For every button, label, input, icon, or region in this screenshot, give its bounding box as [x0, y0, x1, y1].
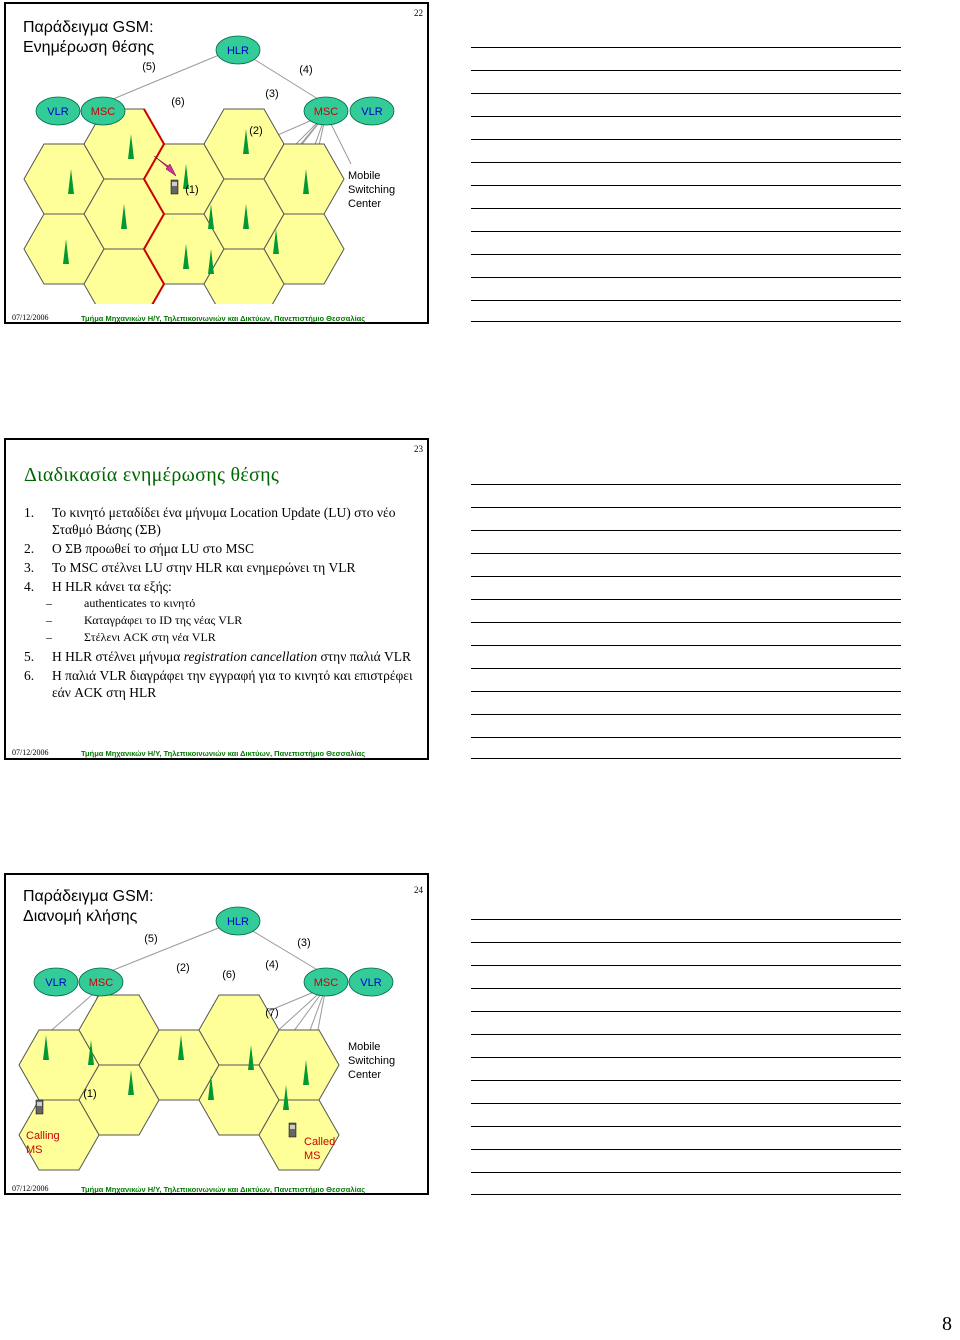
calling-ms-line-1: Calling [26, 1130, 60, 1142]
title-line-2: Ενημέρωση θέσης [23, 39, 155, 56]
note-line [471, 1172, 901, 1173]
note-line [471, 47, 901, 48]
step-7: (7) [265, 1007, 279, 1019]
list-item: 3. Το MSC στέλνει LU στην HLR και ενημερώνει τη VLR [24, 560, 356, 575]
note-line [471, 300, 901, 301]
sub-item: – authenticates το κινητό [46, 596, 196, 610]
note-line [471, 737, 901, 738]
page-number: 8 [942, 1313, 952, 1335]
mobile-phone-icon [171, 180, 178, 194]
slide-number: 22 [414, 8, 423, 18]
footer-department: Τμήμα Μηχανικών Η/Υ, Τηλεπικοινωνιών και Δικτύων, Πανεπιστήμιο Θεσσαλίας [81, 314, 366, 323]
sub-item: – Στέλενι ACK στη νέα VLR [46, 630, 216, 644]
footer-date: 07/12/2006 [12, 313, 49, 322]
msc-note-line-3: Center [348, 1069, 382, 1081]
note-line [471, 553, 901, 554]
called-ms-line-2: MS [304, 1150, 321, 1162]
node-vlr-left [36, 97, 80, 125]
footer-date: 07/12/2006 [12, 748, 49, 757]
note-line [471, 93, 901, 94]
list-item: 2. Ο ΣΒ προωθεί το σήμα LU στο MSC [24, 541, 254, 556]
footer-date: 07/12/2006 [12, 1184, 49, 1193]
note-line [471, 208, 901, 209]
step-5: (5) [144, 933, 158, 945]
location-update-diagram [6, 4, 429, 304]
step-4: (4) [299, 64, 313, 76]
note-line [471, 758, 901, 759]
note-line [471, 116, 901, 117]
step-6: (6) [222, 969, 236, 981]
vlr-left-label: VLR [45, 977, 67, 989]
msc-note-line-1: Mobile [348, 170, 381, 182]
note-line [471, 321, 901, 322]
list-item: 4. Η HLR κάνει τα εξής: [24, 579, 172, 594]
note-line [471, 576, 901, 577]
sub-item: – Καταγράφει το ID της νέας VLR [46, 613, 243, 627]
msc-right-label: MSC [313, 106, 339, 118]
procedure-list [24, 504, 419, 701]
slide-23 [4, 438, 429, 760]
called-ms-line-1: Called [304, 1136, 336, 1148]
note-line [471, 1034, 901, 1035]
vlr-right-label: VLR [361, 106, 383, 118]
footer-department: Τμήμα Μηχανικών Η/Υ, Τηλεπικοινωνιών και Δικτύων, Πανεπιστήμιο Θεσσαλίας [81, 1185, 366, 1194]
call-delivery-diagram [6, 875, 429, 1185]
note-line [471, 530, 901, 531]
calling-phone-icon [36, 1100, 43, 1114]
note-line [471, 185, 901, 186]
node-msc-left [79, 968, 123, 996]
node-vlr-right [349, 968, 393, 996]
node-msc-left [81, 97, 125, 125]
node-vlr-right [350, 97, 394, 125]
step-1: (1) [83, 1088, 97, 1100]
note-line [471, 231, 901, 232]
note-line [471, 70, 901, 71]
note-line [471, 277, 901, 278]
list-item: 6. Η παλιά VLR διαγράφει την εγγραφή για το κινητό και επιστρέφει εάν ACK στη HLR [24, 668, 413, 700]
title-line-2: Διανομή κλήσης [23, 908, 138, 925]
node-vlr-left [34, 968, 78, 996]
msc-left-label: MSC [88, 977, 114, 989]
node-hlr [216, 36, 260, 64]
msc-note-line-2: Switching [348, 1055, 396, 1067]
slide-24 [4, 873, 429, 1195]
list-item: 5. Η HLR στέλνει μήνυμα registration cancellation στην παλιά VLR [24, 649, 412, 664]
node-msc-right [304, 97, 348, 125]
note-line [471, 1194, 901, 1195]
step-3: (3) [265, 88, 279, 100]
list-item: 1. Το κινητό μεταδίδει ένα μήνυμα Location Update (LU) στο νέο Σταθμό Βάσης (ΣΒ) [24, 505, 396, 537]
step-2: (2) [176, 962, 190, 974]
footer-department: Τμήμα Μηχανικών Η/Υ, Τηλεπικοινωνιών και Δικτύων, Πανεπιστήμιο Θεσσαλίας [81, 749, 366, 758]
title-line-1: Παράδειγμα GSM: [23, 19, 154, 36]
note-line [471, 668, 901, 669]
note-line [471, 645, 901, 646]
cell-grid [24, 109, 344, 304]
slide-title: Διαδικασία ενημέρωσης θέσης [24, 464, 280, 486]
note-line [471, 507, 901, 508]
calling-ms-line-2: MS [26, 1144, 43, 1156]
note-line [471, 484, 901, 485]
note-line [471, 1149, 901, 1150]
msc-note-line-2: Switching [348, 184, 396, 196]
note-line [471, 942, 901, 943]
note-line [471, 919, 901, 920]
slide-number: 23 [414, 444, 423, 454]
note-line [471, 622, 901, 623]
title-line-1: Παράδειγμα GSM: [23, 888, 154, 905]
note-line [471, 965, 901, 966]
cell-grid [19, 995, 339, 1170]
note-line [471, 691, 901, 692]
note-line [471, 714, 901, 715]
called-phone-icon [289, 1123, 296, 1137]
step-3: (3) [297, 937, 311, 949]
hlr-label: HLR [226, 916, 250, 928]
note-line [471, 162, 901, 163]
note-line [471, 599, 901, 600]
note-line [471, 139, 901, 140]
step-6: (6) [171, 96, 185, 108]
note-line [471, 1080, 901, 1081]
note-line [471, 988, 901, 989]
msc-note-line-3: Center [348, 198, 382, 210]
note-line [471, 254, 901, 255]
note-line [471, 1103, 901, 1104]
step-1: (1) [185, 184, 199, 196]
step-4: (4) [265, 959, 279, 971]
hlr-label: HLR [226, 45, 250, 57]
msc-left-label: MSC [90, 106, 116, 118]
vlr-left-label: VLR [47, 106, 69, 118]
vlr-right-label: VLR [360, 977, 382, 989]
note-line [471, 1011, 901, 1012]
step-2: (2) [249, 125, 263, 137]
msc-note-line-1: Mobile [348, 1041, 381, 1053]
slide-number: 24 [414, 885, 423, 895]
msc-right-label: MSC [313, 977, 339, 989]
slide-22 [4, 2, 429, 324]
note-line [471, 1057, 901, 1058]
step-5: (5) [142, 61, 156, 73]
node-msc-right [304, 968, 348, 996]
node-hlr [216, 907, 260, 935]
note-line [471, 1126, 901, 1127]
